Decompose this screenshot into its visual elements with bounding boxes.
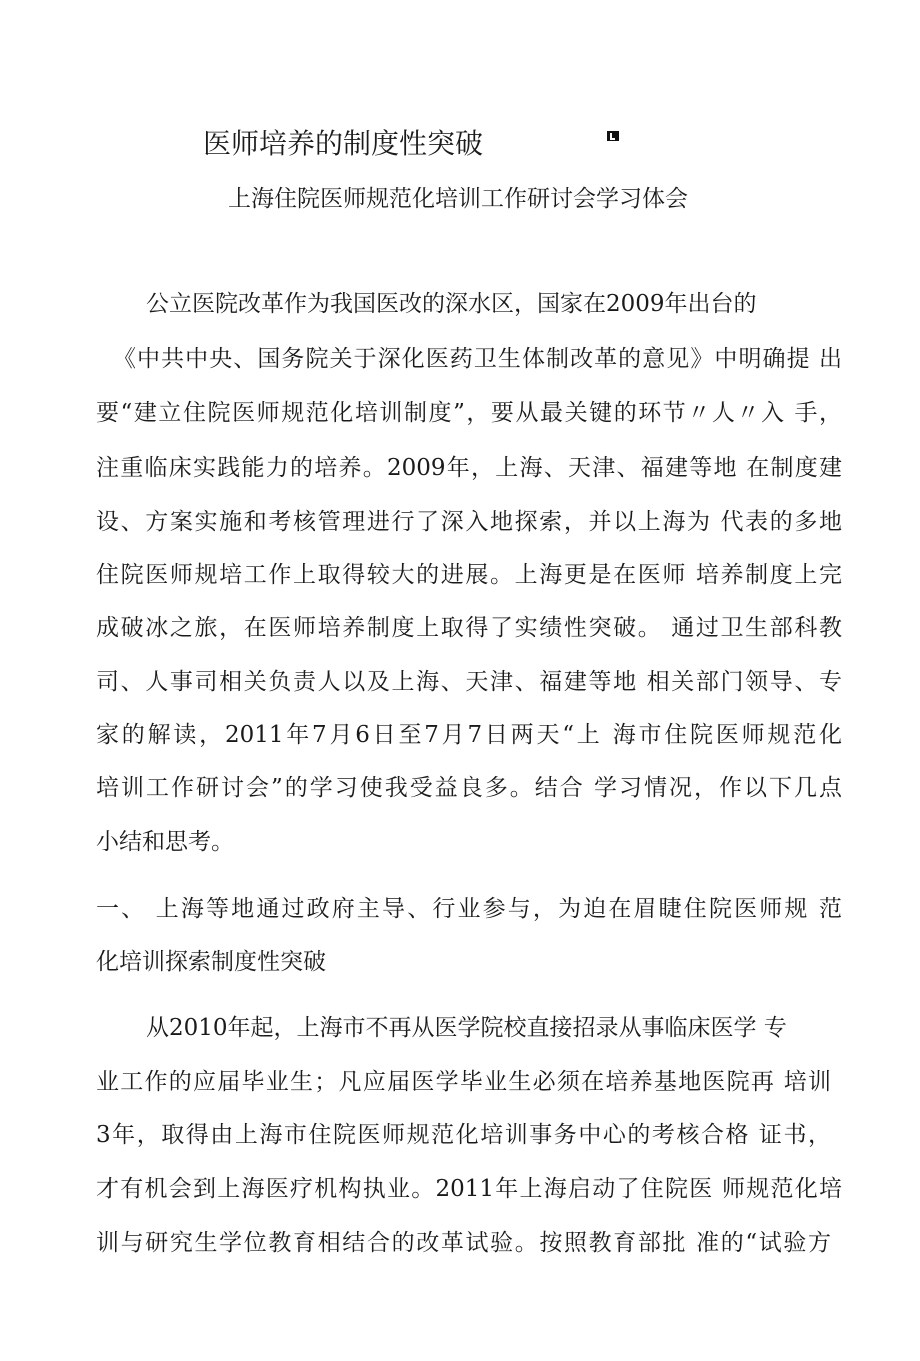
document-subtitle: 上海住院医师规范化培训工作研讨会学习体会: [228, 186, 688, 212]
body-line: 培训工作研讨会”的学习使我受益良多。结合 学习情况，作以下几点: [96, 775, 842, 801]
body-line: 住院医师规培工作上取得较大的进展。上海更是在医师 培养制度上完: [96, 562, 842, 588]
body-line: 才有机会到上海医疗机构执业。2011年上海启动了住院医 师规范化培: [96, 1176, 842, 1202]
body-line: 公立医院改革作为我国医改的深水区，国家在2009年出台的: [146, 291, 757, 317]
body-line: 司、人事司相关负责人以及上海、天津、福建等地 相关部门领导、专: [96, 669, 842, 695]
corner-mark-icon: [607, 131, 619, 141]
body-line: 训与研究生学位教育相结合的改革试验。按照教育部批 准的“试验方: [96, 1230, 831, 1256]
body-line: 《中共中央、国务院关于深化医药卫生体制改革的意见》中明确提 出: [113, 346, 842, 372]
body-line: 设、方案实施和考核管理进行了深入地探索，并以上海为 代表的多地: [96, 509, 842, 535]
body-line: 成破冰之旅，在医师培养制度上取得了实绩性突破。 通过卫生部科教: [96, 615, 842, 641]
body-line: 小结和思考。: [96, 829, 234, 855]
body-line: 3年，取得由上海市住院医师规范化培训事务中心的考核合格 证书，: [96, 1122, 831, 1148]
body-line: 业工作的应届毕业生；凡应届医学毕业生必须在培养基地医院再 培训: [96, 1069, 831, 1095]
section-heading-line: 化培训探索制度性突破: [96, 949, 326, 975]
body-line: 家的解读，2011年7月6日至7月7日两天“上 海市住院医师规范化: [96, 722, 842, 748]
section-heading-line: 一、 上海等地通过政府主导、行业参与，为迫在眉睫住院医师规 范: [96, 896, 842, 922]
body-line: 要“建立住院医师规范化培训制度”，要从最关键的环节〃人〃入 手，: [96, 400, 842, 426]
body-line: 从2010年起，上海市不再从医学院校直接招录从事临床医学 专: [146, 1015, 787, 1041]
document-title: 医师培养的制度性突破: [203, 127, 484, 160]
body-line: 注重临床实践能力的培养。2009年，上海、天津、福建等地 在制度建: [96, 455, 842, 481]
